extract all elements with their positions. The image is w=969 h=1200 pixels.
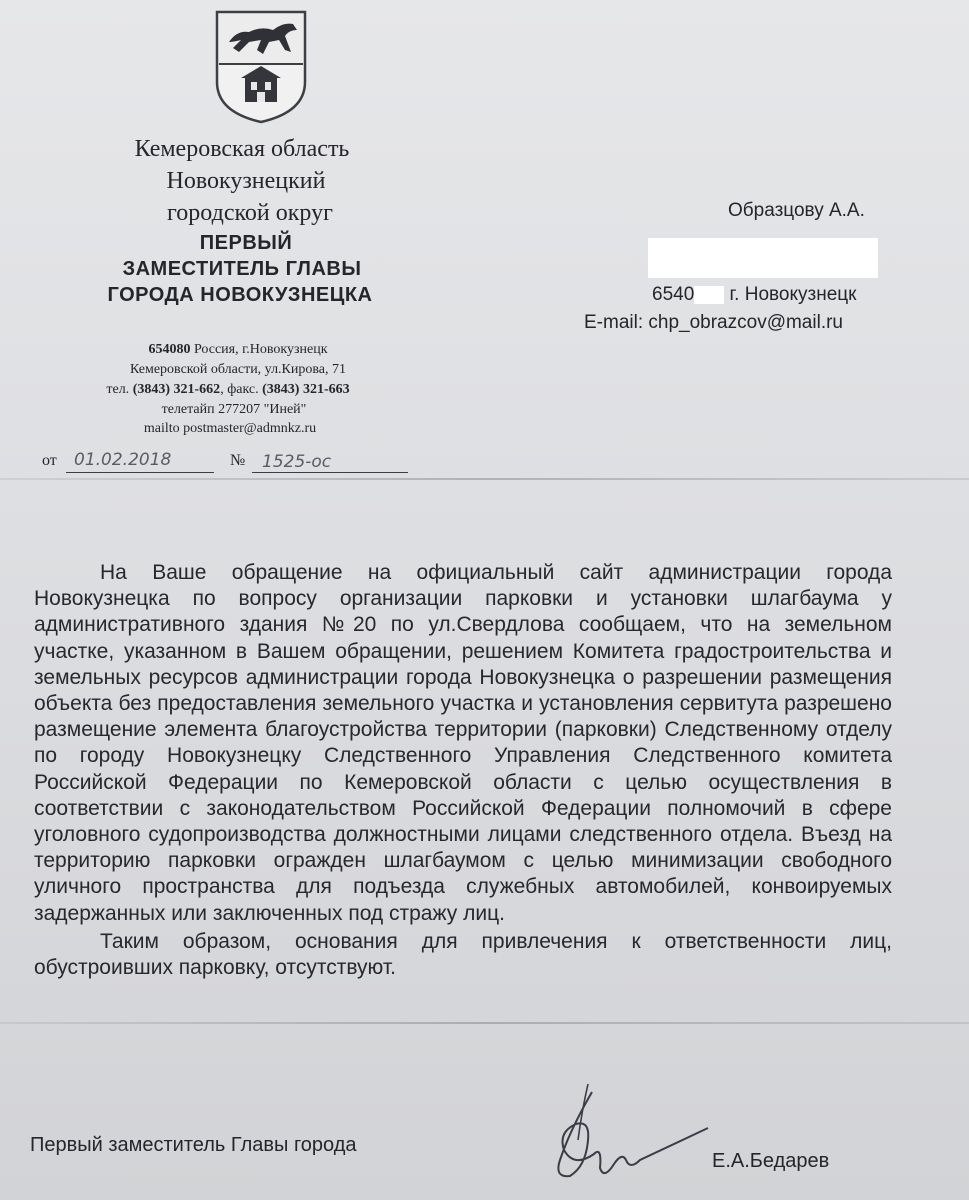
paper-fold-line [0,1022,969,1024]
address-line1 [78,340,398,359]
ref-number-label: № [230,452,246,469]
recipient-city-line [652,284,856,306]
signature-title: Первый заместитель Главы города [30,1134,357,1156]
recipient-city: г. Новокузнецк [724,284,857,305]
address-city: Россия, г.Новокузнецк [193,342,328,357]
postcode: 654080 [148,342,191,357]
redacted-address [648,238,878,278]
ref-from-label: от [42,452,57,469]
recipient-email: E-mail: chp_obrazcov@mail.ru [584,312,843,333]
handwritten-signature [530,1080,730,1190]
paper-fold-line [0,478,969,480]
header-position-line2: ЗАМЕСТИТЕЛЬ ГЛАВЫ [122,258,362,280]
body-paragraph-1: На Ваше обращение на официальный сайт администрации города Новокузнецка по вопросу организации парковки и установки шлагбаума у административного здания №20 по ул.Свердлова сообщаем, что на земельном участке, указанном в Вашем обращении, решением Комитета градостроительства и земельных ресурсов администрации города Новокузнецка о разрешении размещения объекта без предоставления земельного участка и установления сервитута разрешено размещение элемента благоустройства территории (парковки) Следственному отделу по городу Новокузнецку Следственного Управления Следственного комитета Российской Федерации по Кемеровской области с целью осуществления в соответствии с законодательством Российской Федерации полномочий в сфере уголовного судопроизводства должностными лицами следственного отдела. Въезд на территорию парковки огражден шлагбаумом с целью минимизации свободного уличного пространства для подъезда служебных автомобилей, конвоируемых задержанных или заключенных под стражу лиц. [34,561,892,925]
fax-prefix: , факс. [220,382,259,397]
header-district-line1: Новокузнецкий [166,168,326,194]
letter-body [34,560,892,981]
header-position-line1: ПЕРВЫЙ [199,232,293,254]
phone-line [68,380,388,399]
coat-of-arms-icon [213,8,309,124]
ref-number-underline [252,472,408,473]
body-paragraph-2: Таким образом, основания для привлечения к ответственности лиц, обустроивших парковку, отсутствуют. [34,929,892,980]
mailto-line: mailto postmaster@admnkz.ru [143,421,317,436]
teletype-line: телетайп 277207 "Иней" [161,402,307,417]
header-district-line2: городской округ [167,200,333,226]
header-position-line3: ГОРОДА НОВОКУЗНЕЦКА [107,284,373,306]
phone-prefix: тел. [106,382,130,397]
recipient-postcode: 6540 [652,284,695,305]
header-region: Кемеровская область [134,136,350,162]
address-line2: Кемеровской области, ул.Кирова, 71 [129,362,347,377]
redacted-postcode-digits [694,286,724,304]
ref-date-underline [66,472,214,473]
ref-date: 01.02.2018 [74,450,172,470]
ref-number: 1525-ос [262,452,332,472]
phone-number: (3843) 321-662 [132,382,221,397]
recipient-name: Образцову А.А. [728,200,865,221]
fax-number: (3843) 321-663 [262,382,350,397]
signatory-name: Е.А.Бедарев [712,1150,830,1172]
